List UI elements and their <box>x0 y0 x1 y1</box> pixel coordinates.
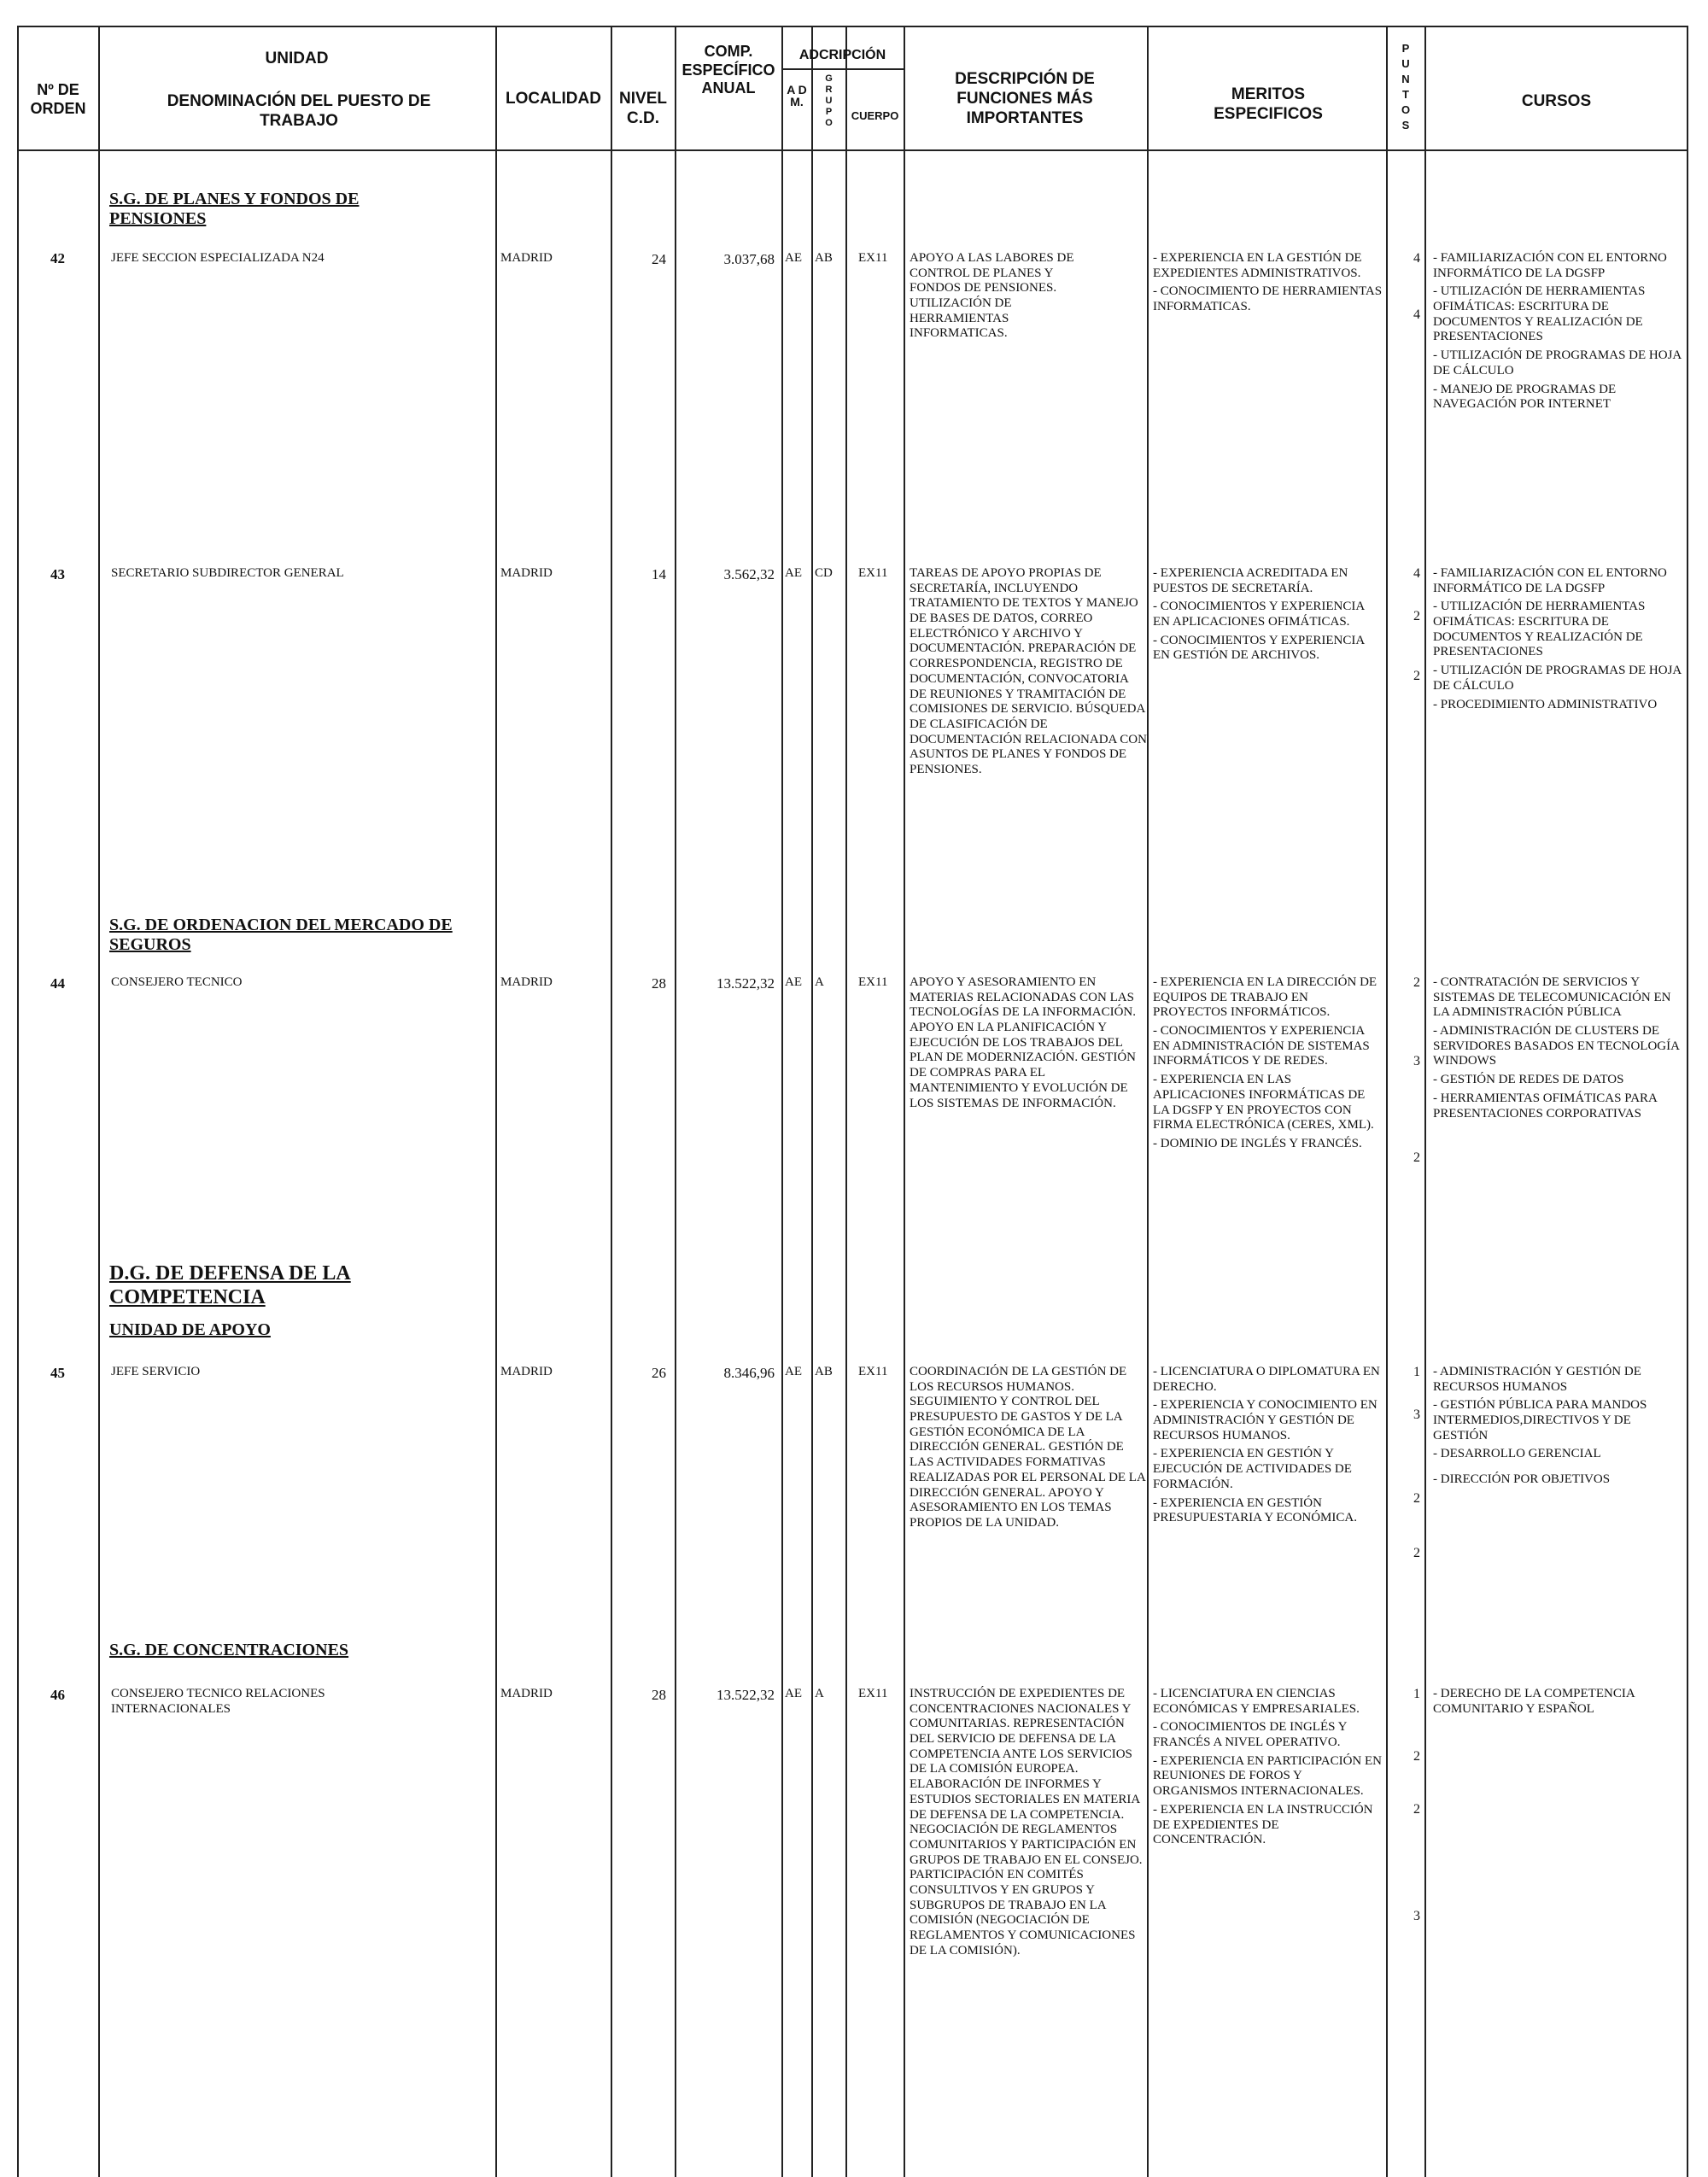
header-meritos: MERITOS ESPECIFICOS <box>1214 85 1323 123</box>
merito-item: - EXPERIENCIA EN LAS APLICACIONES INFORMÁTICAS DE LA DGSFP Y EN PROYECTOS CON FIRMA ELECTRÓNICA (CERES, XML). <box>1153 1073 1374 1132</box>
header-puntos: P U N T O S <box>1401 42 1411 132</box>
merito-item: - LICENCIATURA EN CIENCIAS ECONÓMICAS Y EMPRESARIALES. <box>1153 1687 1360 1716</box>
row-meritos <box>1153 975 1383 1156</box>
header-denominacion: DENOMINACIÓN DEL PUESTO DE TRABAJO <box>167 92 431 130</box>
curso-item: - UTILIZACIÓN DE HERRAMIENTAS OFIMÁTICAS: ESCRITURA DE DOCUMENTOS Y REALIZACIÓN DE PRESENTACIONES <box>1433 600 1646 659</box>
row-puesto: JEFE SECCION ESPECIALIZADA N24 <box>111 251 325 265</box>
merito-item: - CONOCIMIENTOS Y EXPERIENCIA EN GESTIÓN DE ARCHIVOS. <box>1153 633 1365 663</box>
col-line <box>781 26 783 2177</box>
punto-item: 2 <box>1413 609 1420 623</box>
header-comp: COMP. ESPECÍFICO ANUAL <box>681 43 775 97</box>
row-cursos <box>1433 1687 1685 1720</box>
row-comp: 13.522,32 <box>717 975 775 992</box>
row-localidad: MADRID <box>500 1687 553 1700</box>
col-line <box>495 26 497 2177</box>
row-nivel: 28 <box>652 1687 666 1703</box>
row-descripcion: INSTRUCCIÓN DE EXPEDIENTES DE CONCENTRACIONES NACIONALES Y COMUNITARIAS. REPRESENTACIÓN DEL SERVICIO DE DEFENSA DE LA COMPETENCIA ANTE LOS SERVICIOS DE LA COMISIÓN EUROPEA. ELABORACIÓN DE INFORMES Y ESTUDIOS SECTORIALES EN MATERIA DE DEFENSA DE LA COMPETENCIA. NEGOCIACIÓN DE REGLAMENTOS COMUNITARIOS Y PARTICIPACIÓN EN GRUPOS DE TRABAJO EN EL CONSEJO. PARTICIPACIÓN EN COMITÉS CONSULTIVOS Y EN GRUPOS Y SUBGRUPOS DE TRABAJO EN LA COMISIÓN (NEGOCIACIÓN DE REGLAMENTOS Y COMUNICACIONES DE LA COMISIÓN). <box>910 1687 1143 1958</box>
curso-item: - MANEJO DE PROGRAMAS DE NAVEGACIÓN POR INTERNET <box>1433 382 1617 412</box>
merito-item: - CONOCIMIENTOS Y EXPERIENCIA EN APLICACIONES OFIMÁTICAS. <box>1153 600 1365 629</box>
row-localidad: MADRID <box>500 1365 553 1378</box>
punto-item: 4 <box>1413 566 1420 581</box>
row-localidad: MADRID <box>500 566 553 580</box>
row-puntos <box>1388 1687 1420 1923</box>
row-cuerpo: EX11 <box>858 1365 888 1378</box>
row-adm: AE <box>785 251 802 265</box>
row-adm: AE <box>785 1365 802 1378</box>
curso-item: - DERECHO DE LA COMPETENCIA COMUNITARIO Y ESPAÑOL <box>1433 1687 1635 1716</box>
header-nivel: NIVEL C.D. <box>619 90 667 127</box>
row-cuerpo: EX11 <box>858 566 888 580</box>
curso-item: - ADMINISTRACIÓN Y GESTIÓN DE RECURSOS HUMANOS <box>1433 1365 1641 1394</box>
col-line <box>811 26 813 2177</box>
merito-item: - EXPERIENCIA EN LA DIRECCIÓN DE EQUIPOS DE TRABAJO EN PROYECTOS INFORMÁTICOS. <box>1153 975 1378 1020</box>
section-title: S.G. DE ORDENACION DEL MERCADO DE SEGUROS <box>109 916 453 954</box>
header-adscripcion: ADCRIPCIÓN <box>798 48 886 62</box>
row-comp: 8.346,96 <box>723 1365 775 1381</box>
row-nivel: 28 <box>652 975 666 992</box>
row-puesto: CONSEJERO TECNICO RELACIONES INTERNACIONALES <box>111 1687 325 1716</box>
row-meritos <box>1153 1365 1383 1530</box>
row-puesto: JEFE SERVICIO <box>111 1365 201 1378</box>
row-adm: AE <box>785 566 802 580</box>
punto-item: 3 <box>1413 1054 1420 1068</box>
row-puesto: SECRETARIO SUBDIRECTOR GENERAL <box>111 566 344 580</box>
row-meritos <box>1153 1687 1383 1852</box>
row-cursos <box>1433 566 1685 716</box>
col-line <box>845 26 847 2177</box>
header-grupo: G R U P O <box>825 73 833 128</box>
row-grupo: AB <box>815 251 833 265</box>
curso-item: - PROCEDIMIENTO ADMINISTRATIVO <box>1433 697 1658 711</box>
merito-item: - EXPERIENCIA Y CONOCIMIENTO EN ADMINISTRACIÓN Y GESTIÓN DE RECURSOS HUMANOS. <box>1153 1398 1378 1443</box>
row-meritos <box>1153 251 1383 319</box>
punto-item: 2 <box>1413 1749 1420 1764</box>
row-orden: 43 <box>50 566 65 582</box>
punto-item: 2 <box>1413 1150 1420 1165</box>
header-descripcion: DESCRIPCIÓN DE FUNCIONES MÁS IMPORTANTES <box>955 70 1095 127</box>
curso-item: - ADMINISTRACIÓN DE CLUSTERS DE SERVIDORES BASADOS EN TECNOLOGÍA WINDOWS <box>1433 1024 1680 1068</box>
curso-item: - FAMILIARIZACIÓN CON EL ENTORNO INFORMÁTICO DE LA DGSFP <box>1433 251 1667 280</box>
merito-item: - EXPERIENCIA EN GESTIÓN PRESUPUESTARIA Y ECONÓMICA. <box>1153 1495 1357 1525</box>
row-orden: 42 <box>50 250 65 266</box>
punto-item: 1 <box>1413 1365 1420 1379</box>
merito-item: - EXPERIENCIA EN LA GESTIÓN DE EXPEDIENTES ADMINISTRATIVOS. <box>1153 251 1362 280</box>
col-line <box>675 26 676 2177</box>
row-adm: AE <box>785 975 802 989</box>
row-cuerpo: EX11 <box>858 251 888 265</box>
punto-item: 2 <box>1413 1802 1420 1817</box>
punto-item: 2 <box>1413 975 1420 990</box>
col-line <box>1424 26 1426 2177</box>
row-cuerpo: EX11 <box>858 1687 888 1700</box>
adscripcion-subline <box>781 68 904 70</box>
col-line <box>1687 26 1688 2177</box>
section-subtitle: UNIDAD DE APOYO <box>109 1320 271 1339</box>
row-cuerpo: EX11 <box>858 975 888 989</box>
row-puntos <box>1388 251 1420 322</box>
curso-item: - HERRAMIENTAS OFIMÁTICAS PARA PRESENTACIONES CORPORATIVAS <box>1433 1091 1658 1121</box>
merito-item: - CONOCIMIENTO DE HERRAMIENTAS INFORMATICAS. <box>1153 284 1383 314</box>
row-comp: 13.522,32 <box>717 1687 775 1703</box>
col-line <box>611 26 612 2177</box>
merito-item: - EXPERIENCIA EN LA INSTRUCCIÓN DE EXPEDIENTES DE CONCENTRACIÓN. <box>1153 1802 1373 1847</box>
punto-item: 2 <box>1413 1491 1420 1506</box>
section-title: D.G. DE DEFENSA DE LA COMPETENCIA <box>109 1262 351 1308</box>
curso-item: - GESTIÓN PÚBLICA PARA MANDOS INTERMEDIOS,DIRECTIVOS Y DE GESTIÓN <box>1433 1398 1647 1443</box>
header-adm: A D M. <box>787 83 807 108</box>
header-orden: Nº DE ORDEN <box>30 81 86 117</box>
row-descripcion: APOYO A LAS LABORES DE CONTROL DE PLANES Y FONDOS DE PENSIONES. UTILIZACIÓN DE HERRAMIENTAS INFORMATICAS. <box>910 251 1074 341</box>
curso-item: - UTILIZACIÓN DE HERRAMIENTAS OFIMÁTICAS: ESCRITURA DE DOCUMENTOS Y REALIZACIÓN DE PRESENTACIONES <box>1433 284 1646 344</box>
header-cursos: CURSOS <box>1521 92 1592 110</box>
row-orden: 46 <box>50 1687 65 1703</box>
header-bottom-line <box>17 149 1688 151</box>
curso-item: - UTILIZACIÓN DE PROGRAMAS DE HOJA DE CÁLCULO <box>1433 348 1682 377</box>
punto-item: 1 <box>1413 1687 1420 1701</box>
merito-item: - CONOCIMIENTOS Y EXPERIENCIA EN ADMINISTRACIÓN DE SISTEMAS INFORMÁTICOS Y DE REDES. <box>1153 1024 1370 1068</box>
row-adm: AE <box>785 1687 802 1700</box>
row-puntos <box>1388 1365 1420 1561</box>
punto-item: 2 <box>1413 1546 1420 1560</box>
row-cursos <box>1433 975 1685 1125</box>
row-meritos <box>1153 566 1383 667</box>
curso-item: - DESARROLLO GERENCIAL <box>1433 1447 1601 1461</box>
curso-item: - UTILIZACIÓN DE PROGRAMAS DE HOJA DE CÁLCULO <box>1433 664 1682 693</box>
curso-item: - GESTIÓN DE REDES DE DATOS <box>1433 1073 1624 1087</box>
row-grupo: A <box>815 1687 824 1700</box>
row-orden: 44 <box>50 975 65 992</box>
row-descripcion: COORDINACIÓN DE LA GESTIÓN DE LOS RECURSOS HUMANOS. SEGUIMIENTO Y CONTROL DEL PRESUPUESTO DE GASTOS Y DE LA GESTIÓN ECONÓMICA DE LA DIRECCIÓN GENERAL. GESTIÓN DE LAS ACTIVIDADES FORMATIVAS REALIZADAS POR EL PERSONAL DE LA DIRECCIÓN GENERAL. APOYO Y ASESORAMIENTO EN LOS TEMAS PROPIOS DE LA UNIDAD. <box>910 1365 1145 1530</box>
col-line <box>904 26 905 2177</box>
merito-item: - EXPERIENCIA ACREDITADA EN PUESTOS DE SECRETARÍA. <box>1153 566 1348 595</box>
row-descripcion: APOYO Y ASESORAMIENTO EN MATERIAS RELACIONADAS CON LAS TECNOLOGÍAS DE LA INFORMACIÓN. APOYO EN LA PLANIFICACIÓN Y EJECUCIÓN DE LOS TRABAJOS DEL PLAN DE MODERNIZACIÓN. GESTIÓN DE COMPRAS PARA EL MANTENIMIENTO Y EVOLUCIÓN DE LOS SISTEMAS DE INFORMACIÓN. <box>910 975 1136 1110</box>
row-localidad: MADRID <box>500 975 553 989</box>
header-localidad: LOCALIDAD <box>506 90 601 108</box>
header-top-line <box>17 26 1688 27</box>
col-line <box>98 26 100 2177</box>
row-grupo: CD <box>815 566 833 580</box>
header-unidad: UNIDAD <box>265 50 329 67</box>
merito-item: - EXPERIENCIA EN PARTICIPACIÓN EN REUNIONES DE FOROS Y ORGANISMOS INTERNACIONALES. <box>1153 1753 1383 1799</box>
row-cursos <box>1433 251 1685 416</box>
row-puesto: CONSEJERO TECNICO <box>111 975 243 989</box>
row-nivel: 26 <box>652 1365 666 1381</box>
row-comp: 3.037,68 <box>723 251 775 267</box>
punto-item: 3 <box>1413 1909 1420 1923</box>
punto-item: 4 <box>1413 307 1420 322</box>
row-descripcion: TAREAS DE APOYO PROPIAS DE SECRETARÍA, INCLUYENDO TRATAMIENTO DE TEXTOS Y MANEJO DE BASES DE DATOS, CORREO ELECTRÓNICO Y ARCHIVO Y DOCUMENTACIÓN. PREPARACIÓN DE CORRESPONDENCIA, REGISTRO DE DOCUMENTACIÓN, CONVOCATORIA DE REUNIONES Y TRAMITACIÓN DE COMISIONES DE SERVICIO. BÚSQUEDA DE CLASIFICACIÓN DE DOCUMENTACIÓN RELACIONADA CON ASUNTOS DE PLANES Y FONDOS DE PENSIONES. <box>910 566 1147 776</box>
col-line <box>17 26 19 2177</box>
header-cuerpo: CUERPO <box>851 109 899 122</box>
row-nivel: 14 <box>652 566 666 582</box>
col-line <box>1147 26 1149 2177</box>
row-localidad: MADRID <box>500 251 553 265</box>
merito-item: - CONOCIMIENTOS DE INGLÉS Y FRANCÉS A NIVEL OPERATIVO. <box>1153 1720 1347 1750</box>
row-puntos <box>1388 975 1420 1163</box>
section-title: S.G. DE PLANES Y FONDOS DE PENSIONES <box>109 190 360 228</box>
row-comp: 3.562,32 <box>723 566 775 582</box>
punto-item: 3 <box>1413 1407 1420 1422</box>
row-nivel: 24 <box>652 251 666 267</box>
section-title: S.G. DE CONCENTRACIONES <box>109 1641 349 1659</box>
curso-item: - FAMILIARIZACIÓN CON EL ENTORNO INFORMÁTICO DE LA DGSFP <box>1433 566 1667 595</box>
row-grupo: AB <box>815 1365 833 1378</box>
punto-item: 4 <box>1413 251 1420 266</box>
row-grupo: A <box>815 975 824 989</box>
curso-item: - CONTRATACIÓN DE SERVICIOS Y SISTEMAS DE TELECOMUNICACIÓN EN LA ADMINISTRACIÓN PÚBLICA <box>1433 975 1671 1020</box>
merito-item: - LICENCIATURA O DIPLOMATURA EN DERECHO. <box>1153 1365 1380 1394</box>
merito-item: - DOMINIO DE INGLÉS Y FRANCÉS. <box>1153 1136 1362 1150</box>
punto-item: 2 <box>1413 669 1420 683</box>
row-cursos <box>1433 1365 1685 1491</box>
curso-item: - DIRECCIÓN POR OBJETIVOS <box>1433 1472 1611 1487</box>
row-puntos <box>1388 566 1420 686</box>
row-orden: 45 <box>50 1365 65 1381</box>
merito-item: - EXPERIENCIA EN GESTIÓN Y EJECUCIÓN DE ACTIVIDADES DE FORMACIÓN. <box>1153 1447 1352 1491</box>
